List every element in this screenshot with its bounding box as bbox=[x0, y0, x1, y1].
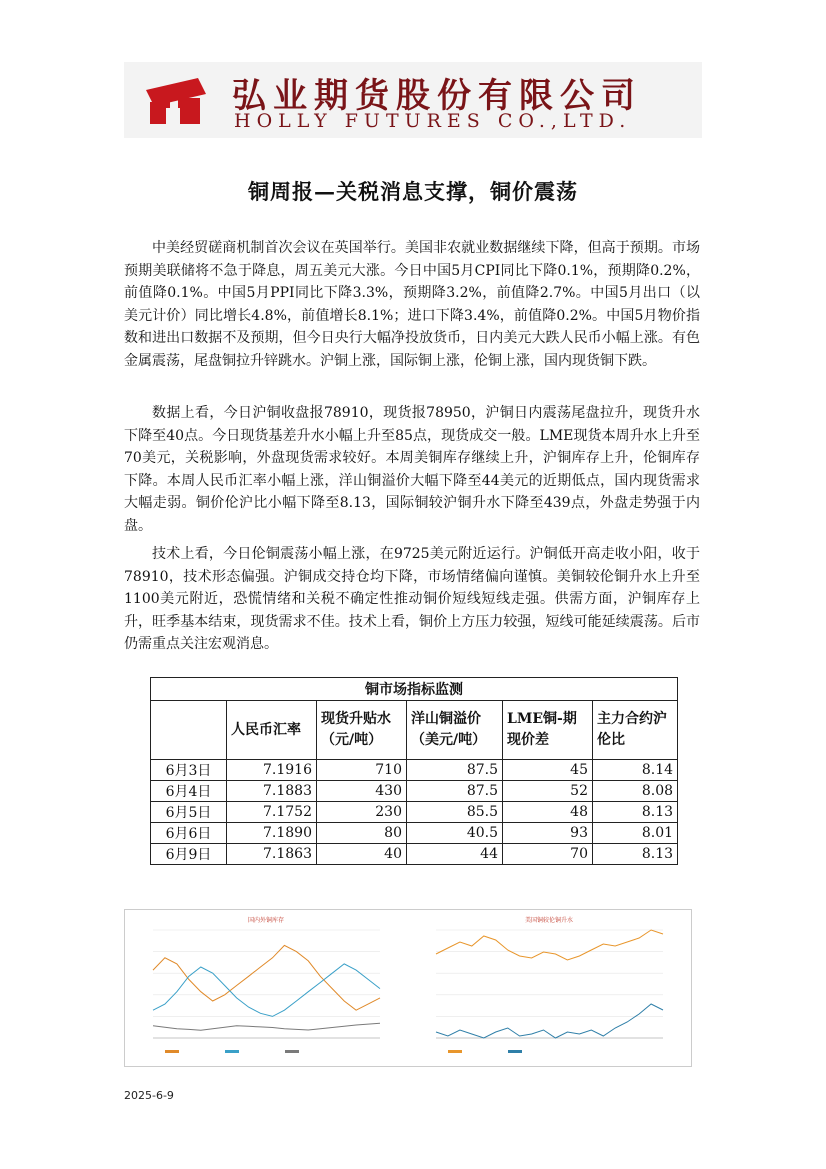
chart-title: 美国铜较伦铜升水 bbox=[524, 917, 574, 924]
chart-legend-swatch bbox=[508, 1050, 522, 1053]
table-cell: 85.5 bbox=[407, 802, 503, 823]
table-cell-date: 6月4日 bbox=[151, 781, 227, 802]
table-cell: 430 bbox=[317, 781, 407, 802]
paragraph-technical: 技术上看，今日伦铜震荡小幅上涨，在9725美元附近运行。沪铜低开高走收小阳，收于78910，技术形态偏强。沪铜成交持仓均下降，市场情绪偏向谨慎。美铜较伦铜升水上升至1100美元附近，恐慌情绪和关税不确定性推动铜价短线短线走强。供需方面，沪铜库存上升，旺季基本结束，现货需求不佳。技术上看，铜价上方压力较强，短线可能延续震荡。后市仍需重点关注宏观消息。 bbox=[124, 546, 700, 652]
table-header-cell bbox=[151, 701, 227, 760]
table-cell: 87.5 bbox=[407, 781, 503, 802]
header-banner bbox=[124, 62, 702, 138]
table-cell: 45 bbox=[503, 760, 593, 781]
table-cell-date: 6月9日 bbox=[151, 844, 227, 865]
table-cell: 7.1916 bbox=[227, 760, 317, 781]
table-caption: 铜市场指标监测 bbox=[151, 678, 678, 701]
paragraph-macro: 中美经贸磋商机制首次会议在英国举行。美国非农就业数据继续下降，但高于预期。市场预期美联储将不急于降息，周五美元大涨。今日中国5月CPI同比下降0.1%，预期降0.2%，前值降0.1%。中国5月PPI同比下降3.3%，预期降3.2%，前值降2.7%。中国5月出口（以美元计价）同比增长4.8%，前值增长8.1%；进口下降3.4%，前值降0.2%。中国5月物价指数和进出口数据不及预期，但今日央行大幅净投放货币，日内美元大跌人民币小幅上涨。有色金属震荡，尾盘铜拉升锌跳水。沪铜上涨，国际铜上涨，伦铜上涨，国内现货铜下跌。 bbox=[124, 240, 700, 369]
table-cell: 7.1752 bbox=[227, 802, 317, 823]
table-cell-date: 6月3日 bbox=[151, 760, 227, 781]
report-date: 2025-6-9 bbox=[124, 1089, 174, 1102]
table-cell: 44 bbox=[407, 844, 503, 865]
table-row bbox=[151, 760, 678, 781]
report-title: 铜周报—关税消息支撑，铜价震荡 bbox=[248, 179, 578, 204]
premium-chart bbox=[408, 910, 691, 1066]
table-header-cell: 洋山铜溢价（美元/吨） bbox=[407, 701, 503, 760]
table-row bbox=[151, 844, 678, 865]
table-header-cell: LME铜-期现价差 bbox=[503, 701, 593, 760]
table-cell: 230 bbox=[317, 802, 407, 823]
table-cell: 8.13 bbox=[593, 844, 678, 865]
table-cell: 8.08 bbox=[593, 781, 678, 802]
company-logo-icon bbox=[140, 72, 210, 128]
chart-legend-swatch bbox=[448, 1050, 462, 1053]
table-cell: 87.5 bbox=[407, 760, 503, 781]
table-cell: 70 bbox=[503, 844, 593, 865]
table-cell: 80 bbox=[317, 823, 407, 844]
table-cell: 7.1890 bbox=[227, 823, 317, 844]
chart-series-line bbox=[436, 930, 663, 960]
table-cell: 8.01 bbox=[593, 823, 678, 844]
paragraph-data: 数据上看，今日沪铜收盘报78910，现货报78950，沪铜日内震荡尾盘拉升，现货升水下降至40点。今日现货基差升水小幅上升至85点，现货成交一般。LME现货本周升水上升至70美元，关税影响，外盘现货需求较好。本周美铜库存继续上升，沪铜库存上升，伦铜库存下降。本周人民币汇率小幅上涨，洋山铜溢价大幅下降至44美元的近期低点，国内现货需求大幅走弱。铜价伦沪比小幅下降至8.13，国际铜较沪铜升水下降至439点，外盘走势强于内盘。 bbox=[124, 405, 700, 534]
table-cell: 8.13 bbox=[593, 802, 678, 823]
table-header-row bbox=[151, 701, 678, 760]
table-header-cell: 现货升贴水（元/吨） bbox=[317, 701, 407, 760]
table-cell: 48 bbox=[503, 802, 593, 823]
table-cell: 52 bbox=[503, 781, 593, 802]
chart-series-line bbox=[153, 964, 380, 1017]
table-header-cell: 主力合约沪伦比 bbox=[593, 701, 678, 760]
chart-legend-swatch bbox=[165, 1050, 179, 1053]
table-cell: 8.14 bbox=[593, 760, 678, 781]
table-cell-date: 6月5日 bbox=[151, 802, 227, 823]
copper-indicator-table bbox=[150, 677, 678, 865]
table-row bbox=[151, 781, 678, 802]
table-cell: 93 bbox=[503, 823, 593, 844]
table-row bbox=[151, 823, 678, 844]
table-cell: 40.5 bbox=[407, 823, 503, 844]
table-cell: 7.1883 bbox=[227, 781, 317, 802]
table-cell-date: 6月6日 bbox=[151, 823, 227, 844]
charts-panel bbox=[124, 909, 692, 1067]
table-header-cell: 人民币汇率 bbox=[227, 701, 317, 760]
table-cell: 7.1863 bbox=[227, 844, 317, 865]
table-cell: 40 bbox=[317, 844, 407, 865]
chart-title: 国内外铜库存 bbox=[247, 917, 285, 924]
company-name-en: HOLLY FUTURES CO.,LTD. bbox=[234, 110, 632, 132]
company-name-cn: 弘业期货股份有限公司 bbox=[232, 76, 642, 116]
table-row bbox=[151, 802, 678, 823]
table-cell: 710 bbox=[317, 760, 407, 781]
inventory-chart bbox=[125, 910, 408, 1066]
chart-series-line bbox=[153, 1023, 380, 1030]
chart-series-line bbox=[436, 1004, 663, 1038]
chart-legend-swatch bbox=[285, 1050, 299, 1053]
chart-legend-swatch bbox=[225, 1050, 239, 1053]
